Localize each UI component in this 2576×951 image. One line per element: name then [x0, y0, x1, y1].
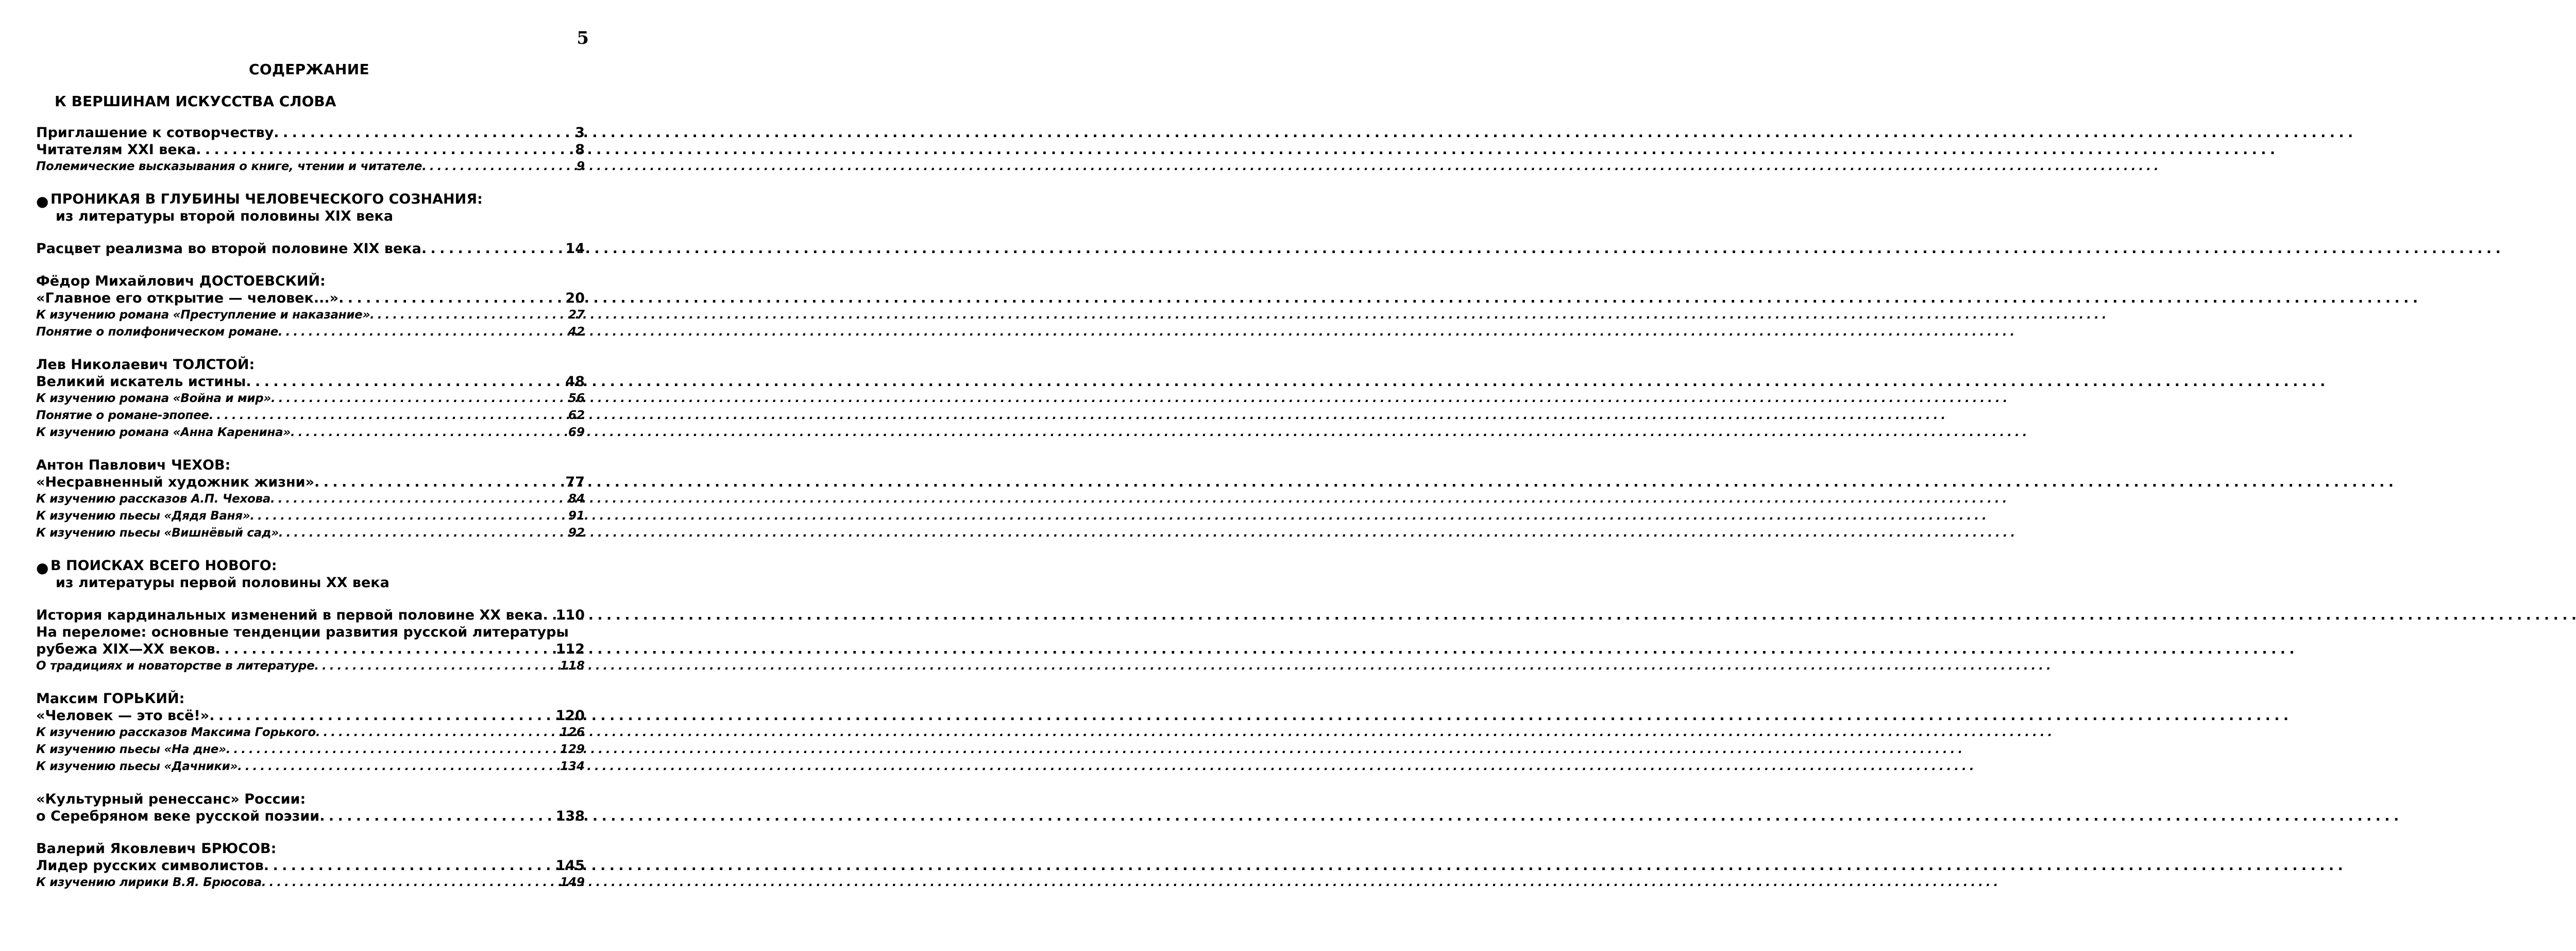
toc-entry-page: 149 [560, 876, 585, 889]
toc-entry [36, 707, 585, 724]
toc-subentry [36, 508, 585, 525]
toc-entry-page: 27 [568, 308, 585, 322]
bullet-icon: ● [36, 193, 49, 210]
toc-entry-title: К изучению рассказов А.П. Чехова [36, 492, 270, 506]
toc-title: СОДЕРЖАНИЕ [249, 61, 369, 78]
author-heading: Фёдор Михайлович ДОСТОЕВСКИЙ: [36, 273, 326, 289]
toc-entry [36, 124, 585, 141]
toc-entry-title: «Несравненный художник жизни» [36, 474, 315, 490]
toc-entry [36, 808, 585, 825]
toc-entry-title: Великий искатель истины [36, 374, 246, 390]
dot-leader [262, 874, 558, 891]
dot-leader [250, 508, 567, 525]
toc-entry-page: 134 [560, 760, 585, 773]
toc-subentry [36, 407, 585, 424]
dot-leader [278, 324, 567, 341]
toc-entry-title-line: На переломе: основные тенденции развития русской литературы [36, 624, 569, 640]
toc-entry-title: Читателям XXI века [36, 142, 196, 158]
toc-subentry [36, 525, 585, 542]
toc-entry-page: 42 [568, 325, 585, 339]
toc-entry-page: 14 [565, 241, 585, 257]
dot-leader [209, 407, 567, 424]
toc-entry-title: История кардинальных изменений в первой половине XX века [36, 607, 543, 623]
dot-leader [246, 373, 564, 390]
dot-leader [543, 607, 554, 624]
toc-subentry [36, 658, 585, 675]
toc-entry-title: К изучению романа «Война и мир» [36, 392, 272, 405]
dot-leader [209, 707, 554, 724]
dot-leader [291, 424, 567, 441]
dot-leader [271, 390, 567, 407]
toc-entry-title: «Человек — это всё!» [36, 708, 210, 724]
dot-leader [279, 525, 567, 542]
toc-entry-title: Расцвет реализма во второй половине XIX века [36, 241, 421, 257]
toc-entry [36, 607, 585, 624]
toc-subentry [36, 324, 585, 341]
toc-entry [36, 290, 585, 307]
section-subtitle: из литературы первой половины XX века [56, 575, 389, 591]
toc-entry-title: «Главное его открытие — человек...» [36, 290, 339, 306]
dot-leader [215, 641, 554, 658]
toc-entry [36, 373, 585, 390]
toc-entry-page: 62 [568, 409, 585, 422]
toc-entry-title: рубежа XIX—XX веков [36, 641, 215, 657]
table-of-contents [36, 93, 585, 891]
toc-entry-page: 84 [568, 492, 585, 506]
toc-entry [36, 857, 585, 874]
toc-subentry [36, 741, 585, 758]
toc-entry-title: К изучению пьесы «Дядя Ваня» [36, 509, 250, 523]
toc-entry-page: 145 [555, 858, 585, 874]
dot-leader [319, 808, 554, 825]
toc-subentry [36, 424, 585, 441]
toc-entry-page: 91 [568, 509, 585, 523]
dot-leader [238, 758, 558, 775]
dot-leader [226, 741, 558, 758]
dot-leader [370, 307, 567, 324]
toc-entry-page: 56 [568, 392, 585, 405]
toc-entry-title: К изучению лирики В.Я. Брюсова [36, 876, 262, 889]
toc-entry-page: 110 [555, 607, 585, 623]
toc-subentry [36, 491, 585, 508]
section-subtitle: из литературы второй половины XIX века [56, 208, 394, 224]
dot-leader [316, 724, 558, 741]
dot-leader [314, 474, 564, 491]
dot-leader [274, 124, 573, 141]
toc-entry-title: К изучению пьесы «Дачники» [36, 760, 238, 773]
toc-entry-page: 8 [575, 142, 585, 158]
toc-subentry [36, 158, 585, 175]
toc-entry-page: 3 [575, 125, 585, 141]
toc-entry [36, 240, 585, 257]
toc-entry-title: О традициях и новаторстве в литературе [36, 659, 315, 673]
toc-entry-page: 20 [565, 290, 585, 306]
toc-entry-page: 48 [565, 374, 585, 390]
dot-leader [314, 658, 558, 675]
toc-entry-title: Понятие о полифоническом романе [36, 325, 278, 339]
toc-entry-page: 69 [568, 426, 585, 439]
toc-entry-title: К изучению романа «Анна Каренина» [36, 426, 291, 439]
author-heading: Максим ГОРЬКИЙ: [36, 691, 185, 707]
toc-subentry [36, 758, 585, 775]
toc-entry [36, 141, 585, 158]
toc-entry-title: Полемические высказывания о книге, чтении и читателе [36, 160, 422, 173]
toc-entry-page: 9 [576, 160, 585, 173]
toc-entry [36, 641, 585, 658]
toc-subentry [36, 390, 585, 407]
toc-entry-title: Понятие о романе-эпопее [36, 409, 209, 422]
section-heading [36, 191, 585, 225]
author-heading: Лев Николаевич ТОЛСТОЙ: [36, 357, 255, 373]
toc-entry-title: Приглашение к сотворчеству [36, 125, 274, 141]
toc-entry [36, 474, 585, 491]
toc-entry-page: 138 [555, 808, 585, 824]
bullet-icon: ● [36, 559, 49, 576]
dot-leader [264, 857, 554, 874]
toc-entry-page: 126 [560, 726, 585, 739]
toc-entry-title: К изучению романа «Преступление и наказание» [36, 308, 370, 322]
toc-entry-title-line: «Культурный ренессанс» России: [36, 791, 306, 807]
toc-entry-title: о Серебряном веке русской поэзии [36, 808, 320, 824]
section-heading [36, 557, 585, 591]
toc-entry-title: К изучению пьесы «Вишнёвый сад» [36, 526, 279, 540]
section-title: ПРОНИКАЯ В ГЛУБИНЫ ЧЕЛОВЕЧЕСКОГО СОЗНАНИЯ: [50, 191, 483, 207]
toc-subentry [36, 724, 585, 741]
toc-subentry [36, 874, 585, 891]
page-number: 5 [577, 28, 589, 48]
dot-leader [196, 141, 573, 158]
author-heading: Валерий Яковлевич БРЮСОВ: [36, 841, 277, 857]
toc-subentry [36, 307, 585, 324]
section-title: В ПОИСКАХ ВСЕГО НОВОГО: [50, 558, 277, 574]
toc-entry-page: 118 [560, 659, 585, 673]
toc-entry-title: К изучению рассказов Максима Горького [36, 726, 316, 739]
toc-entry-title: К изучению пьесы «На дне» [36, 743, 226, 756]
toc-entry-page: 77 [565, 474, 585, 490]
toc-entry-page: 120 [555, 708, 585, 724]
dot-leader [270, 491, 567, 508]
dot-leader [338, 290, 564, 307]
dot-leader [421, 240, 564, 257]
dot-leader [422, 158, 575, 175]
toc-entry-page: 92 [568, 526, 585, 540]
part-heading: К ВЕРШИНАМ ИСКУССТВА СЛОВА [55, 93, 336, 110]
author-heading: Антон Павлович ЧЕХОВ: [36, 457, 231, 473]
toc-entry-page: 129 [560, 743, 585, 756]
toc-entry-title: Лидер русских символистов [36, 858, 264, 874]
toc-entry-page: 112 [555, 641, 585, 657]
